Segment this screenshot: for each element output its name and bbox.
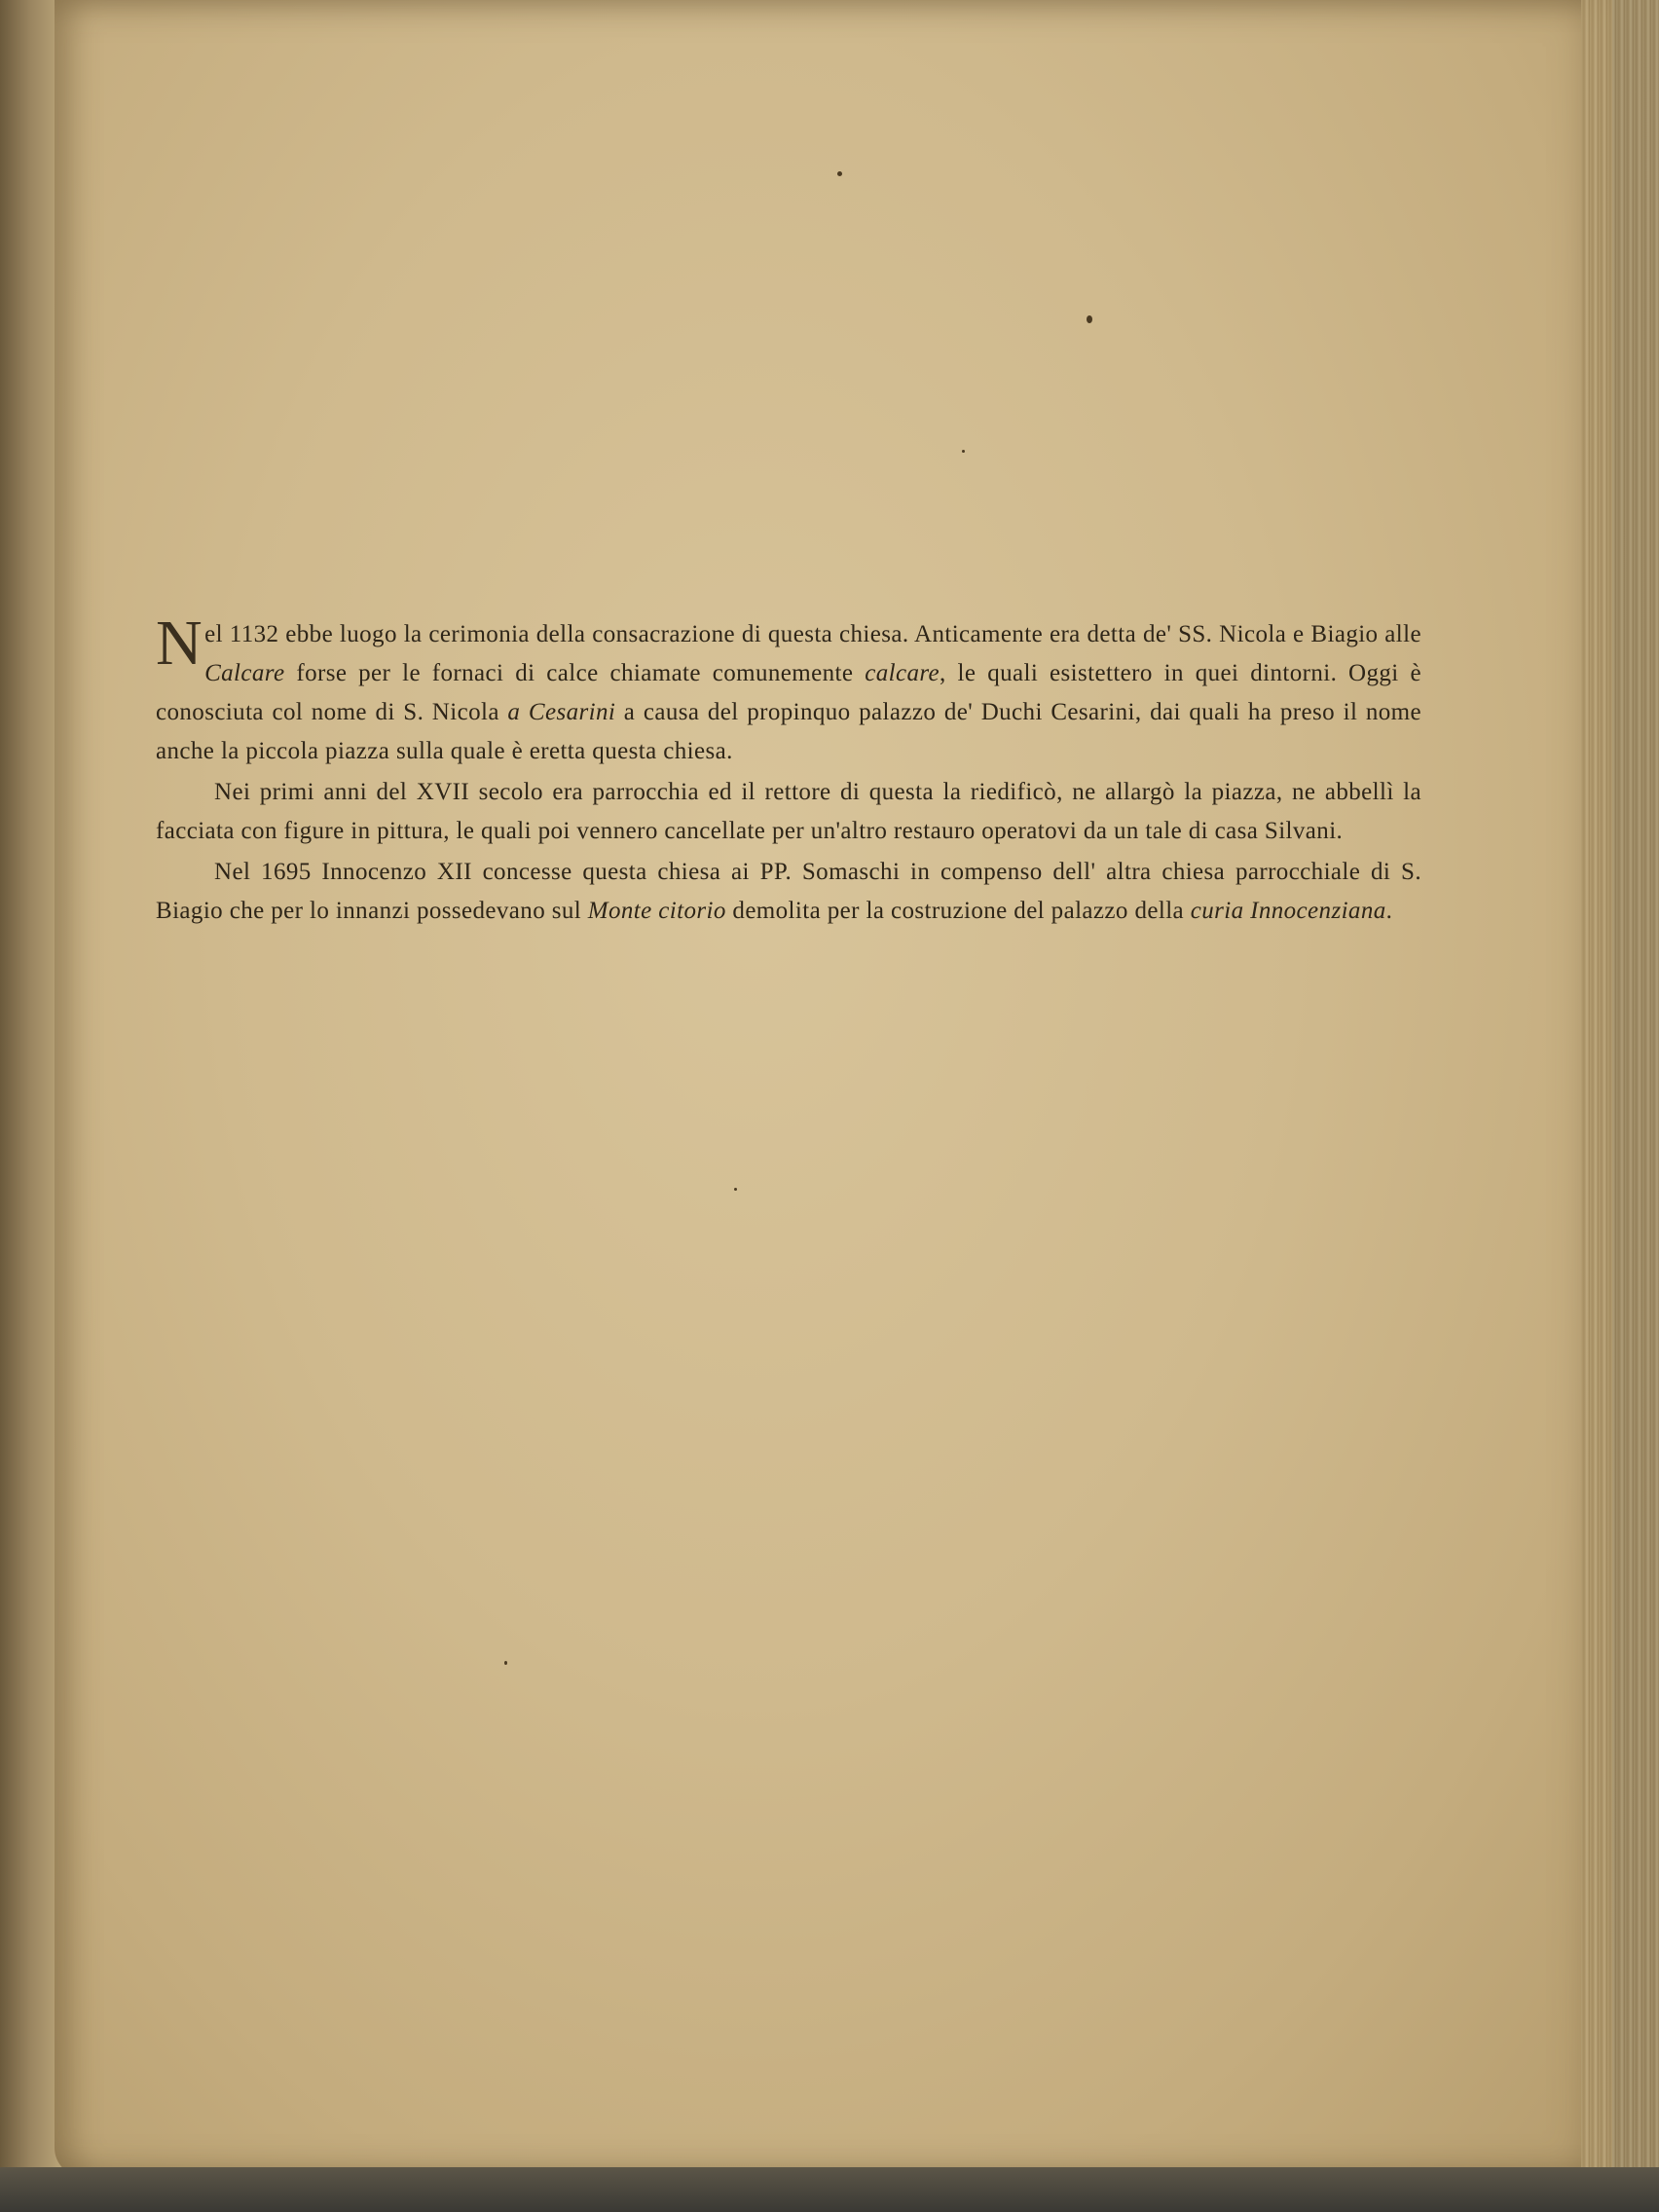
italic-text: calcare xyxy=(865,660,940,686)
book-page xyxy=(55,0,1612,2177)
paper-speck xyxy=(962,450,965,453)
text-run: Nei primi anni del XVII secolo era parrocchia ed il rettore di questa la riedificò, ne allargò la piazza, ne abbellì la facciata con figure in pittura, le quali poi vennero cancellate per un'altro restauro operatovi da un tale di casa Silvani. xyxy=(156,779,1421,844)
text-run: a causa del propinquo palazzo de' Duchi Cesarini, dai quali ha preso il nome anche la piccola piazza sulla quale è eretta questa chiesa. xyxy=(156,699,1422,764)
italic-text: curia Innocenziana xyxy=(1190,898,1386,924)
drop-cap: N xyxy=(156,608,203,679)
bottom-shadow xyxy=(0,2167,1659,2212)
text-run: forse per le fornaci di calce chiamate comunemente xyxy=(284,660,866,686)
paragraph-2 xyxy=(156,773,1421,851)
paper-speck xyxy=(1087,315,1092,323)
paragraph-1 xyxy=(156,608,1422,771)
paragraph-3 xyxy=(156,853,1421,931)
italic-text: a Cesarini xyxy=(507,699,616,725)
paper-speck xyxy=(837,171,842,176)
paper-speck xyxy=(734,1188,737,1191)
text-run: Nel 1695 Innocenzo XII concesse questa chiesa ai PP. Somaschi in compenso dell' altra chiesa parrocchiale di S. Biagio che per lo innanzi possedevano sul xyxy=(156,859,1421,924)
body-text xyxy=(156,608,1422,933)
right-page-edges xyxy=(1581,0,1659,2212)
paper-speck xyxy=(504,1661,507,1665)
text-run: , le quali esistettero in quei dintorni. Oggi è conosciuta col nome di S. Nicola xyxy=(156,660,1421,725)
italic-text: Monte citorio xyxy=(587,898,726,924)
text-run: el 1132 ebbe luogo la cerimonia della consacrazione di questa chiesa. Anticamente era detta de' SS. Nicola e Biagio alle xyxy=(204,621,1421,647)
italic-text: Calcare xyxy=(204,660,285,686)
text-run: . xyxy=(1385,898,1393,924)
text-run: demolita per la costruzione del palazzo della xyxy=(725,898,1191,924)
